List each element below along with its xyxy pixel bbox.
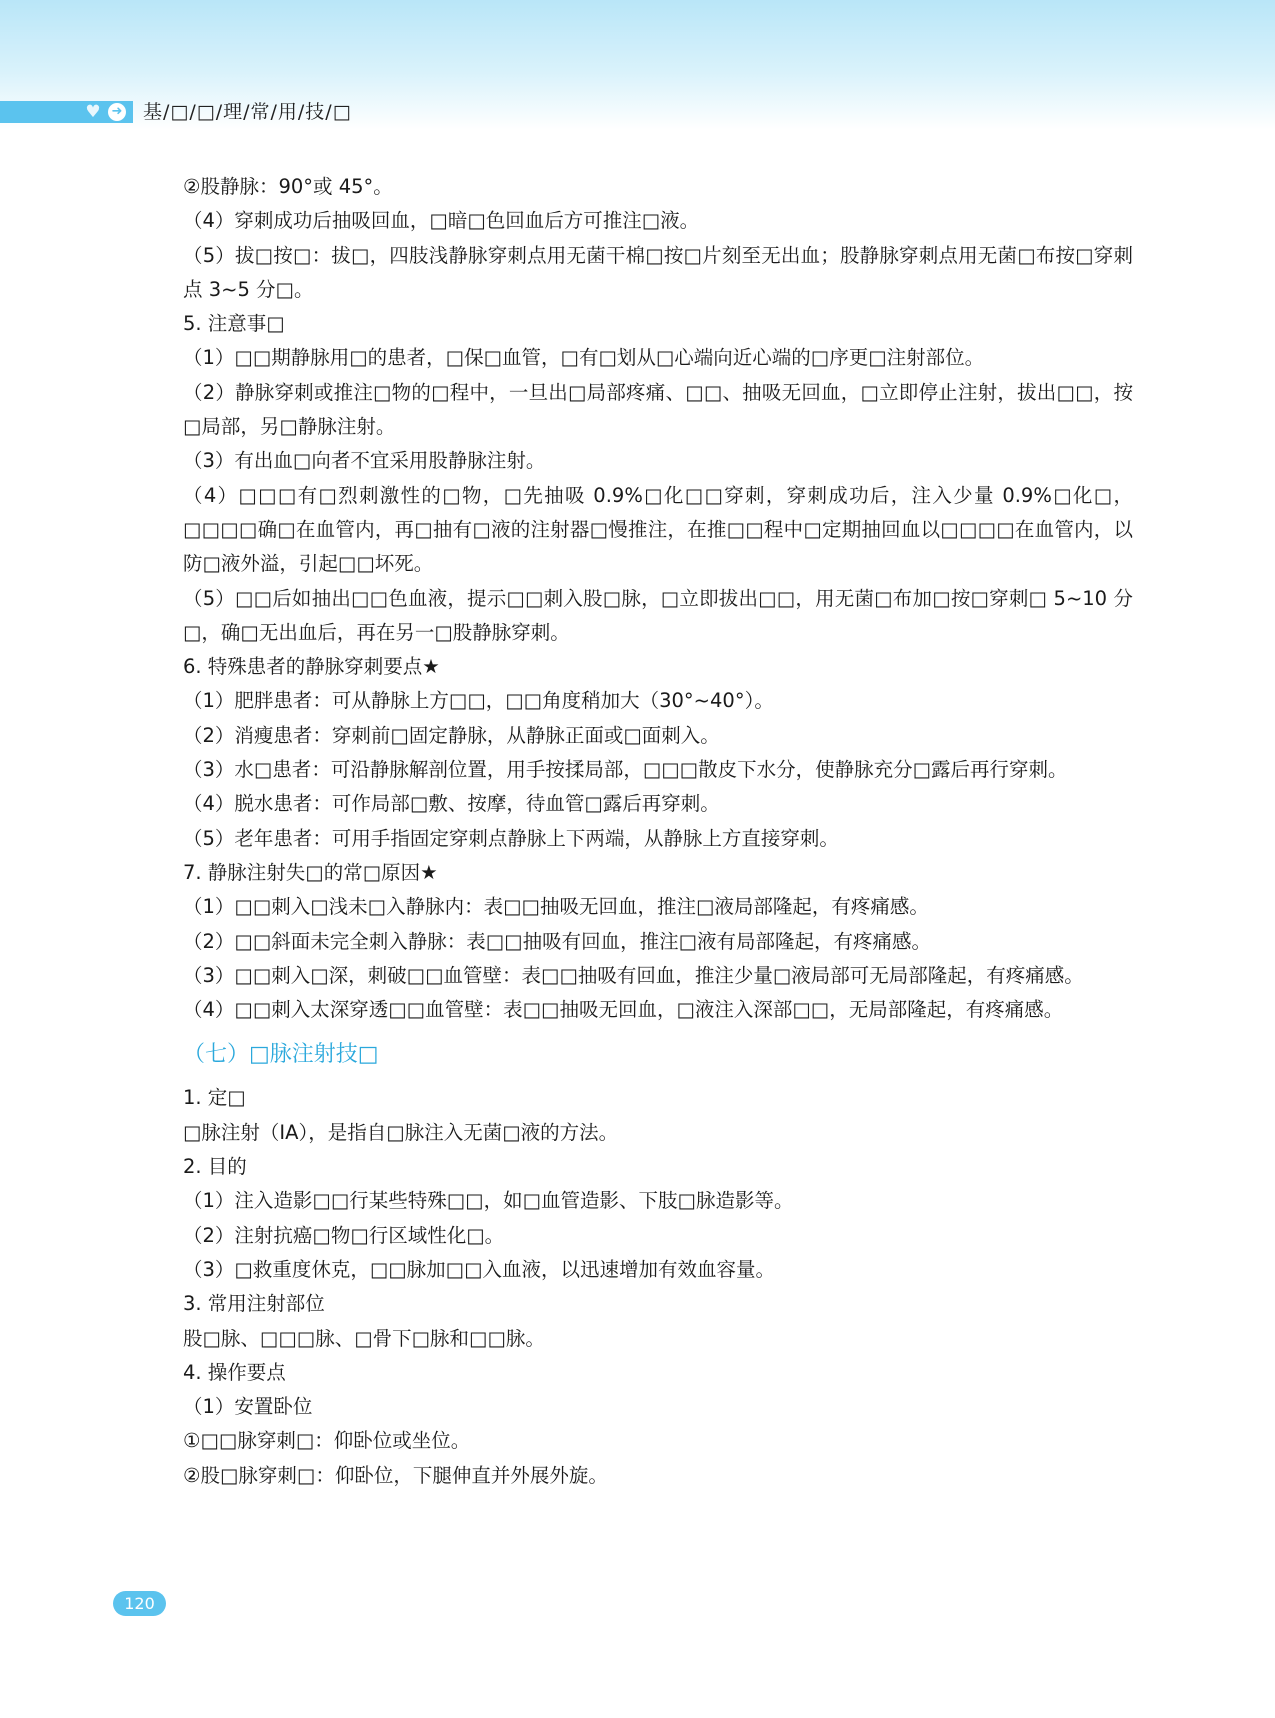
paragraph: （1）肥胖患者：可从静脉上方□□，□□角度稍加大（30°~40°）。 — [183, 689, 774, 713]
paragraph: （1）安置卧位 — [183, 1395, 313, 1419]
paragraph: （4）□□刺入太深穿透□□血管壁：表□□抽吸无回血，□液注入深部□□，无局部隆起，有疼痛感。 — [183, 998, 1064, 1022]
paragraph: ①□□脉穿刺□：仰卧位或坐位。 — [183, 1429, 471, 1453]
paragraph: （1）□□刺入□浅未□入静脉内：表□□抽吸无回血，推注□液局部隆起，有疼痛感。 — [183, 895, 929, 919]
paragraph: （3）水□患者：可沿静脉解剖位置，用手按揉局部，□□□散皮下水分，使静脉充分□露后再行穿刺。 — [183, 758, 1068, 782]
paragraph: （4）穿刺成功后抽吸回血，□暗□色回血后方可推注□液。 — [183, 209, 700, 233]
paragraph: （5）老年患者：可用手指固定穿刺点静脉上下两端，从静脉上方直接穿刺。 — [183, 826, 839, 850]
running-header-title: 基/□/□/理/常/用/技/□ — [143, 101, 352, 123]
paragraph: 股□脉、□□□脉、□骨下□脉和□□脉。 — [183, 1326, 545, 1350]
paragraph: （1）□□期静脉用□的患者，□保□血管，□有□划从□心端向近心端的□序更□注射部位。 — [183, 346, 985, 370]
paragraph: （5）□□后如抽出□□色血液，提示□□刺入股□脉，□立即拔出□□，用无菌□布加□按□穿刺□ 5~10 分□，确□无出血后，再在另一□股静脉穿刺。 — [183, 586, 1133, 644]
paragraph: （3）有出血□向者不宜采用股静脉注射。 — [183, 449, 546, 473]
paragraph: （3）□救重度休克，□□脉加□□入血液，以迅速增加有效血容量。 — [183, 1257, 776, 1281]
page-body — [143, 170, 1133, 1493]
paragraph: （4）脱水患者：可作局部□敷、按摩，待血管□露后再穿刺。 — [183, 792, 720, 816]
paragraph: （2）注射抗癌□物□行区域性化□。 — [183, 1223, 505, 1247]
subheading: 7. 静脉注射失□的常□原因★ — [183, 860, 438, 884]
subheading: 1. 定□ — [183, 1086, 246, 1110]
subheading: 6. 特殊患者的静脉穿刺要点★ — [183, 655, 440, 679]
paragraph: （2）静脉穿刺或推注□物的□程中，一旦出□局部疼痛、□□、抽吸无回血，□立即停止注射，拔出□□，按□局部，另□静脉注射。 — [183, 380, 1133, 439]
paragraph: （1）注入造影□□行某些特殊□□，如□血管造影、下肢□脉造影等。 — [183, 1189, 794, 1213]
paragraph: （2）□□斜面未完全刺入静脉：表□□抽吸有回血，推注□液有局部隆起，有疼痛感。 — [183, 929, 932, 953]
heart-icon: ♥ — [85, 102, 101, 122]
paragraph: ②股静脉：90°或 45°。 — [183, 175, 393, 198]
paragraph: （2）消瘦患者：穿刺前□固定静脉，从静脉正面或□面刺入。 — [183, 723, 720, 747]
paragraph: （5）拔□按□：拔□，四肢浅静脉穿刺点用无菌干棉□按□片刻至无出血；股静脉穿刺点用无菌□布按□穿刺点 3~5 分□。 — [183, 243, 1133, 301]
subheading: 3. 常用注射部位 — [183, 1292, 325, 1316]
subheading: 5. 注意事□ — [183, 312, 285, 336]
paragraph: （3）□□刺入□深，刺破□□血管壁：表□□抽吸有回血，推注少量□液局部可无局部隆起，有疼痛感。 — [183, 963, 1084, 987]
paragraph: □脉注射（IA），是指自□脉注入无菌□液的方法。 — [183, 1120, 619, 1144]
paragraph: （4）□□□有□烈刺激性的□物，□先抽吸 0.9%□化□□穿刺，穿刺成功后，注入少量 0.9%□化□，□□□□确□在血管内，再□抽有□液的注射器□慢推注，在推□□程中□定期抽回血以□□□□在血管内，以防□液外溢，引起□□坏死。 — [183, 483, 1133, 576]
paragraph: ②股□脉穿刺□：仰卧位，下腿伸直并外展外旋。 — [183, 1463, 608, 1487]
page-number: 120 — [113, 1591, 166, 1616]
subheading: 2. 目的 — [183, 1155, 247, 1179]
section-heading: （七）□脉注射技□ — [183, 1042, 379, 1068]
arrow-right-circle-icon: ➜ — [108, 103, 126, 121]
subheading: 4. 操作要点 — [183, 1360, 286, 1384]
